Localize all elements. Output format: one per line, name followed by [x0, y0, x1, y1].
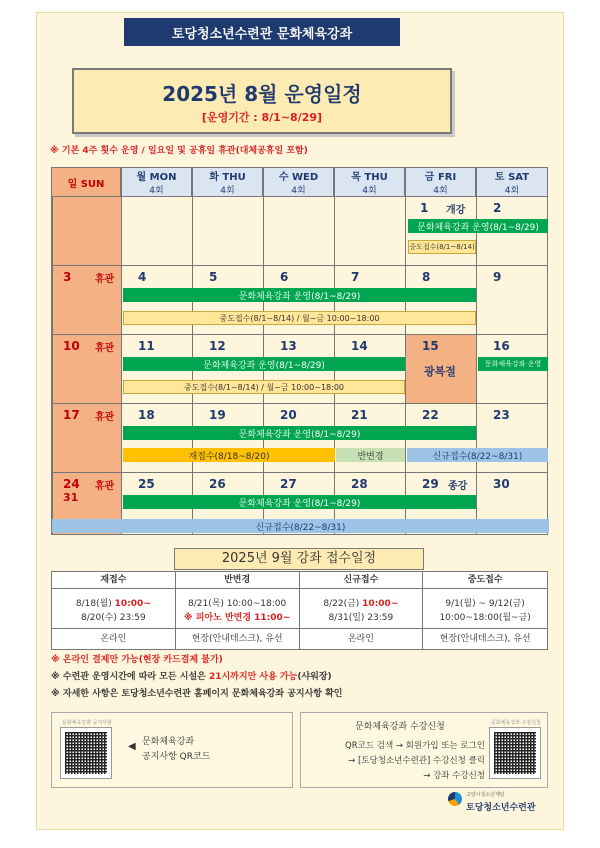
day-number: 18 [138, 408, 155, 422]
day-number: 4 [138, 270, 147, 284]
operation-bar: 문화체육강좌 운영(8/1~8/29) [123, 357, 405, 371]
day-number: 10 [63, 339, 80, 353]
day-header-fri [405, 167, 476, 197]
reg-col-new [300, 572, 424, 649]
day-cell [335, 197, 406, 265]
closed-label: 휴관 [95, 481, 115, 492]
qr-notice-text [142, 735, 210, 765]
day-number: 7 [351, 270, 360, 284]
day-name: 목 THU [351, 172, 388, 183]
reg-header: 신규접수 [300, 572, 423, 589]
qr-register-box [300, 712, 548, 788]
reg-method: 온라인 [347, 634, 374, 644]
week-1 [51, 197, 548, 266]
week-4 [51, 404, 548, 473]
day-header-wed [263, 167, 334, 197]
qr-step: → [토당청소년수련관] 수강신청 클릭 [348, 756, 485, 766]
qr-line: 공지사항 QR코드 [142, 752, 211, 762]
re-registration-bar: 재접수(8/18~8/20) [123, 448, 335, 462]
day-number: 6 [280, 270, 289, 284]
day-count: 4회 [220, 186, 235, 196]
day-header-sun [51, 167, 121, 197]
midterm-registration-bar: 중도접수(8/1~8/14) / 월~금 10:00~18:00 [123, 380, 405, 394]
day-number: 8 [422, 270, 431, 284]
day-number: 2 [493, 201, 502, 215]
day-number: 5 [209, 270, 218, 284]
sun-cell [52, 404, 122, 472]
reg-date: 8/18(월) [75, 599, 115, 609]
closed-label: 휴관 [95, 343, 115, 354]
sun-cell [52, 335, 122, 403]
logo-icon [448, 792, 462, 806]
closed-label: 휴관 [95, 274, 115, 285]
note-hours [51, 669, 343, 686]
operation-bar: 문화체육강좌 운영(8/1~8/29) [123, 288, 476, 302]
day-number: 19 [209, 408, 226, 422]
reg-body [52, 589, 175, 629]
day-header-tue [192, 167, 263, 197]
day-number: 30 [493, 477, 510, 491]
arrow-left-icon: ◀ [128, 741, 136, 752]
day-number: 9 [493, 270, 502, 284]
class-change-bar: 반변경 [336, 448, 405, 462]
qr-step: → 강좌 수강신청 [423, 771, 485, 781]
reg-method: 온라인 [100, 634, 127, 644]
reg-header: 중도접수 [423, 572, 547, 589]
calendar [51, 167, 548, 535]
holiday-label: 광복절 [424, 365, 456, 378]
operation-bar: 문화체육강좌 운영(8/1~8/29) [408, 219, 548, 233]
day-number: 21 [351, 408, 368, 422]
week-5 [51, 473, 548, 535]
day-number: 24 [63, 477, 80, 491]
sun-cell [52, 266, 122, 334]
day-header-sat [476, 167, 548, 197]
day-number: 12 [209, 339, 226, 353]
day-number: 23 [493, 408, 510, 422]
sun-cell [52, 197, 122, 265]
reg-time: 10:00~18:00(월~금) [439, 613, 531, 623]
day-number: 22 [422, 408, 439, 422]
day-count: 4회 [433, 186, 448, 196]
reg-body [300, 589, 423, 629]
reg-col-change [176, 572, 300, 649]
day-cell [122, 197, 193, 265]
qr-register-steps [305, 739, 485, 784]
day-cell [193, 197, 264, 265]
course-end-label: 종강 [448, 481, 468, 492]
day-count: 4회 [504, 186, 520, 196]
operation-bar: 문화체육강좌 운영(8/1~8/29) [123, 426, 476, 440]
note-homepage: ※ 자세한 사항은 토당청소년수련관 홈페이지 문화체육강좌 공지사항 확인 [51, 689, 343, 699]
qr-step: QR코드 검색 → 회원가입 또는 로그인 [345, 741, 485, 751]
midterm-registration-bar: 중도접수(8/1~8/14) / 월~금 10:00~18:00 [123, 311, 476, 325]
day-number: 1 [420, 201, 429, 215]
qr-caption: 문화체육강좌 공지사항 [62, 720, 112, 726]
reg-header: 반변경 [176, 572, 299, 589]
note-text: (샤워장) [297, 672, 332, 682]
reg-header: 재접수 [52, 572, 175, 589]
logo-foundation: 고양시청소년재단 [466, 792, 505, 798]
reg-date: 8/22(금) [323, 599, 363, 609]
week-3 [51, 335, 548, 404]
page-title: 2025년 8월 운영일정 [162, 82, 362, 106]
qr-notice-box [51, 712, 293, 788]
new-registration-bar: 신규접수(8/22~8/31) [52, 519, 549, 533]
logo-text: 토당청소년수련관 [466, 803, 536, 813]
registration-table [51, 571, 548, 650]
day-number: 31 [63, 491, 79, 504]
day-cell [477, 266, 548, 334]
day-number: 3 [63, 270, 72, 284]
day-name: 화 THU [209, 172, 246, 183]
day-number: 20 [280, 408, 297, 422]
day-count: 4회 [291, 186, 306, 196]
note-text: ※ 수련관 운영시간에 따라 모든 시설은 [51, 672, 209, 682]
day-number: 28 [351, 477, 368, 491]
reg-date: 9/1(월) ~ 9/12(금) [445, 599, 525, 609]
day-number: 13 [280, 339, 297, 353]
note-highlight: 21시까지만 사용 가능 [208, 672, 298, 682]
day-name: 수 WED [278, 172, 319, 183]
operation-bar: 문화체육강좌 운영(8/1~8/29) [123, 495, 476, 509]
day-number: 16 [493, 339, 510, 353]
reg-body [176, 589, 299, 629]
september-title: 2025년 9월 강좌 접수일정 [174, 548, 424, 570]
day-number: 25 [138, 477, 155, 491]
reg-date-end: 8/31(일) 23:59 [328, 613, 394, 623]
calendar-header [51, 167, 548, 197]
day-number: 14 [351, 339, 368, 353]
day-name: 월 MON [136, 172, 177, 183]
reg-time: 10:00~ [114, 599, 151, 609]
day-count: 4회 [362, 186, 377, 196]
reg-col-midterm [423, 572, 547, 649]
reg-method: 현장(안내데스크), 유선 [439, 634, 531, 644]
day-number: 11 [138, 339, 155, 353]
reg-date-end: 8/20(수) 23:59 [81, 613, 146, 623]
period-subtitle: [운영기간 : 8/1~8/29] [201, 111, 323, 124]
qr-line: 문화체육강좌 [142, 737, 195, 747]
day-cell [264, 197, 335, 265]
week-2 [51, 266, 548, 335]
note-payment: ※ 온라인 결제만 가능(현장 카드결제 불가) [51, 655, 223, 665]
midterm-registration-bar: 중도접수(8/1~8/14) [408, 240, 476, 254]
day-header-thu [334, 167, 405, 197]
reg-note: ※ 피아노 반변경 11:00~ [183, 613, 291, 623]
qr-register-title: 문화체육강좌 수강신청 [355, 722, 445, 732]
day-name: 토 SAT [494, 172, 530, 183]
day-name: 금 FRI [424, 172, 457, 183]
register-qr-code[interactable] [489, 727, 541, 779]
holiday-cell [406, 335, 477, 403]
notice-qr-code[interactable] [60, 727, 112, 779]
operation-bar-sat: 문화체육강좌 운영 [478, 357, 548, 371]
header-banner: 토당청소년수련관 문화체육강좌 [124, 18, 400, 46]
day-number: 17 [63, 408, 80, 422]
day-name: 일 SUN [67, 178, 105, 190]
reg-time: 10:00~ [362, 599, 399, 609]
day-header-mon [121, 167, 192, 197]
reg-body [423, 589, 547, 629]
notes [51, 652, 343, 703]
day-number: 27 [280, 477, 297, 491]
reg-col-reregister [52, 572, 176, 649]
reg-method: 현장(안내데스크), 유선 [191, 634, 283, 644]
day-number: 29 [422, 477, 439, 491]
qr-caption: 문화체육강좌 수강신청 [491, 720, 541, 726]
day-count: 4회 [149, 186, 164, 196]
top-note: ※ 기본 4주 횟수 운영 / 일요일 및 공휴일 휴관(대체공휴일 포함) [50, 146, 308, 156]
course-start-label: 개강 [446, 205, 466, 216]
closed-label: 휴관 [95, 412, 115, 423]
new-registration-bar: 신규접수(8/22~8/31) [407, 448, 548, 462]
day-number: 26 [209, 477, 226, 491]
reg-date: 8/21(목) 10:00~18:00 [188, 599, 287, 609]
day-number: 15 [422, 339, 439, 353]
title-box [72, 68, 452, 134]
